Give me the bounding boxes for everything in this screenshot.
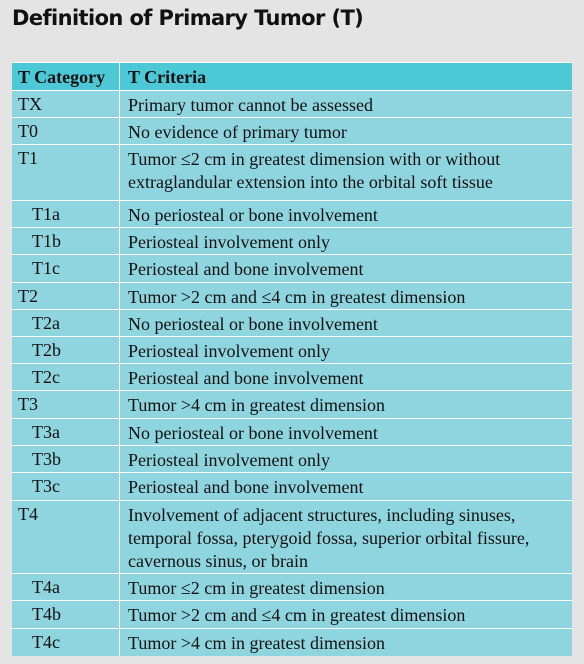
table-row bbox=[12, 445, 572, 473]
table-row bbox=[12, 144, 572, 201]
row-category: T2a bbox=[32, 313, 60, 333]
table-row bbox=[12, 472, 572, 501]
table-row bbox=[12, 254, 572, 283]
row-category: T1c bbox=[32, 258, 60, 278]
row-category: T1a bbox=[32, 204, 60, 224]
row-category: T2b bbox=[32, 340, 61, 360]
row-category: T4c bbox=[32, 632, 60, 652]
table-row bbox=[12, 628, 572, 657]
row-category: T0 bbox=[18, 121, 38, 141]
row-category: T2c bbox=[32, 367, 60, 387]
row-criteria: Periosteal and bone involvement bbox=[128, 368, 364, 388]
row-criteria: No periosteal or bone involvement bbox=[128, 314, 378, 334]
table-row bbox=[12, 418, 572, 446]
row-criteria: Tumor >2 cm and ≤4 cm in greatest dimension bbox=[128, 605, 466, 625]
row-criteria: No periosteal or bone involvement bbox=[128, 423, 378, 443]
table-row bbox=[12, 500, 572, 574]
row-category: T3a bbox=[32, 422, 60, 442]
row-category: T2 bbox=[18, 286, 38, 306]
row-criteria: No evidence of primary tumor bbox=[128, 122, 347, 142]
table-row bbox=[12, 282, 572, 310]
row-category: T3b bbox=[32, 449, 61, 469]
table-header bbox=[12, 62, 572, 91]
row-category: T3 bbox=[18, 394, 38, 414]
table-row bbox=[12, 117, 572, 145]
table-row bbox=[12, 336, 572, 364]
table-row bbox=[12, 200, 572, 228]
table-row bbox=[12, 90, 572, 118]
row-criteria: Periosteal and bone involvement bbox=[128, 259, 364, 279]
row-category: T1 bbox=[18, 148, 38, 168]
t-category-table bbox=[12, 62, 572, 656]
header-t-category: T Category bbox=[18, 67, 106, 87]
row-category: T1b bbox=[32, 231, 61, 251]
row-criteria: Periosteal involvement only bbox=[128, 232, 330, 252]
table-row bbox=[12, 390, 572, 419]
row-category: TX bbox=[18, 94, 42, 114]
row-criteria: Periosteal involvement only bbox=[128, 450, 330, 470]
row-criteria: Periosteal and bone involvement bbox=[128, 477, 364, 497]
row-criteria: Tumor ≤2 cm in greatest dimension with or without extraglandular extension into the orbital soft tissue bbox=[128, 149, 501, 192]
table-row bbox=[12, 309, 572, 337]
column-divider bbox=[119, 62, 120, 656]
page-title: Definition of Primary Tumor (T) bbox=[12, 6, 364, 30]
row-criteria: Primary tumor cannot be assessed bbox=[128, 95, 373, 115]
header-t-criteria: T Criteria bbox=[128, 67, 207, 87]
row-criteria: Tumor >2 cm and ≤4 cm in greatest dimension bbox=[128, 287, 466, 307]
table-row bbox=[12, 600, 572, 629]
row-criteria: Tumor >4 cm in greatest dimension bbox=[128, 395, 385, 415]
row-criteria: Tumor >4 cm in greatest dimension bbox=[128, 633, 385, 653]
row-category: T4a bbox=[32, 577, 60, 597]
row-category: T4 bbox=[18, 504, 38, 524]
row-criteria: Involvement of adjacent structures, including sinuses, temporal fossa, pterygoid fossa, superior orbital fissure, cavernous sinus, or brain bbox=[128, 505, 530, 571]
table-row bbox=[12, 573, 572, 601]
row-criteria: Tumor ≤2 cm in greatest dimension bbox=[128, 578, 385, 598]
row-category: T3c bbox=[32, 476, 60, 496]
row-category: T4b bbox=[32, 604, 61, 624]
table-row bbox=[12, 363, 572, 391]
table-row bbox=[12, 227, 572, 255]
row-criteria: Periosteal involvement only bbox=[128, 341, 330, 361]
row-criteria: No periosteal or bone involvement bbox=[128, 205, 378, 225]
